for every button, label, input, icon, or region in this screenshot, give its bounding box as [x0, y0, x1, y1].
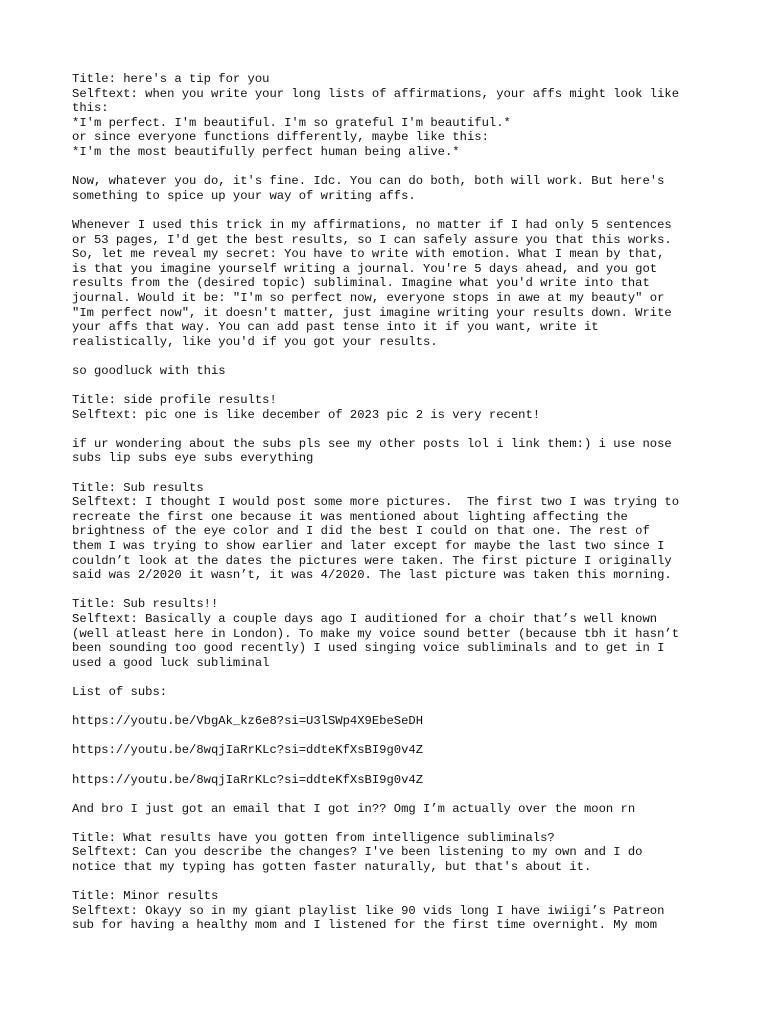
- document-page: [72, 72, 702, 948]
- text-line: "Im perfect now", it doesn't matter, just imagine writing your results down. Write: [72, 305, 672, 320]
- text-paragraph: [72, 218, 702, 349]
- text-line: said was 2/2020 it wasn’t, it was 4/2020. The last picture was taken this morning.: [72, 568, 672, 583]
- text-line: List of subs:: [72, 684, 168, 699]
- text-line: couldn’t look at the dates the pictures were taken. The first picture I originally: [72, 553, 672, 568]
- text-line: (well atleast here in London). To make my voice sound better (because tbh it hasn’t: [72, 626, 680, 641]
- text-paragraph: [72, 802, 702, 817]
- text-line: Title: side profile results!: [72, 393, 277, 408]
- text-line: subs lip subs eye subs everything: [72, 451, 314, 466]
- text-line: something to spice up your way of writing affs.: [72, 188, 416, 203]
- text-line: Selftext: Okayy so in my giant playlist like 90 vids long I have iwiigi’s Patreon: [72, 903, 665, 918]
- text-paragraph: [72, 481, 702, 583]
- text-line: your affs that way. You can add past tense into it if you want, write it: [72, 320, 599, 335]
- text-line: realistically, like you'd if you got your results.: [72, 334, 438, 349]
- text-line: Selftext: I thought I would post some more pictures. The first two I was trying to: [72, 495, 680, 510]
- text-paragraph: [72, 743, 702, 758]
- text-paragraph: [72, 714, 702, 729]
- text-line: journal. Would it be: "I'm so perfect now, everyone stops in awe at my beauty" or: [72, 290, 665, 305]
- text-line: recreate the first one because it was mentioned about lighting affecting the: [72, 509, 628, 524]
- text-line: Selftext: Basically a couple days ago I auditioned for a choir that’s well known: [72, 611, 658, 626]
- text-line: Title: Sub results!!: [72, 597, 219, 612]
- text-line: used a good luck subliminal: [72, 655, 270, 670]
- text-line: Title: Minor results: [72, 889, 219, 904]
- text-line: this:: [72, 101, 109, 116]
- text-line: Selftext: pic one is like december of 2023 pic 2 is very recent!: [72, 407, 541, 422]
- text-paragraph: [72, 393, 702, 422]
- text-line: And bro I just got an email that I got in?? Omg I’m actually over the moon rn: [72, 801, 636, 816]
- text-line: *I'm perfect. I'm beautiful. I'm so grateful I'm beautiful.*: [72, 115, 511, 130]
- text-line: notice that my typing has gotten faster naturally, but that's about it.: [72, 860, 592, 875]
- text-line: or 53 pages, I'd get the best results, so I can safely assure you that this works.: [72, 232, 672, 247]
- text-line: https://youtu.be/8wqjIaRrKLc?si=ddteKfXsBI9g0v4Z: [72, 743, 424, 758]
- text-line: or since everyone functions differently, maybe like this:: [72, 130, 489, 145]
- text-line: https://youtu.be/VbgAk_kz6e8?si=U3lSWp4X9EbeSeDH: [72, 714, 424, 729]
- text-line: Selftext: Can you describe the changes? I've been listening to my own and I do: [72, 845, 643, 860]
- text-line: So, let me reveal my secret: You have to write with emotion. What I mean by that,: [72, 247, 665, 262]
- text-paragraph: [72, 831, 702, 875]
- text-line: sub for having a healthy mom and I listened for the first time overnight. My mom: [72, 918, 658, 933]
- text-line: brightness of the eye color and I did the best I could on that one. The rest of: [72, 524, 650, 539]
- text-paragraph: [72, 364, 702, 379]
- text-paragraph: [72, 685, 702, 700]
- text-line: is that you imagine yourself writing a journal. You're 5 days ahead, and you got: [72, 261, 658, 276]
- text-paragraph: [72, 174, 702, 203]
- text-line: https://youtu.be/8wqjIaRrKLc?si=ddteKfXsBI9g0v4Z: [72, 772, 424, 787]
- text-paragraph: [72, 437, 702, 466]
- text-line: Title: here's a tip for you: [72, 72, 270, 86]
- text-paragraph: [72, 72, 702, 160]
- text-line: Whenever I used this trick in my affirmations, no matter if I had only 5 sentences: [72, 217, 672, 232]
- text-paragraph: [72, 597, 702, 670]
- text-line: if ur wondering about the subs pls see my other posts lol i link them:) i use nose: [72, 436, 672, 451]
- text-paragraph: [72, 889, 702, 933]
- text-line: results from the (desired topic) subliminal. Imagine what you'd write into that: [72, 276, 650, 291]
- text-line: Selftext: when you write your long lists of affirmations, your affs might look like: [72, 86, 680, 101]
- text-line: Now, whatever you do, it's fine. Idc. You can do both, both will work. But here's: [72, 174, 665, 189]
- text-line: Title: Sub results: [72, 480, 204, 495]
- text-line: *I'm the most beautifully perfect human being alive.*: [72, 144, 460, 159]
- text-line: been sounding too good recently) I used singing voice subliminals and to get in I: [72, 641, 665, 656]
- text-line: them I was trying to show earlier and later except for maybe the last two since I: [72, 539, 665, 553]
- text-line: Title: What results have you gotten from intelligence subliminals?: [72, 830, 555, 845]
- text-line: so goodluck with this: [72, 363, 226, 378]
- text-paragraph: [72, 773, 702, 788]
